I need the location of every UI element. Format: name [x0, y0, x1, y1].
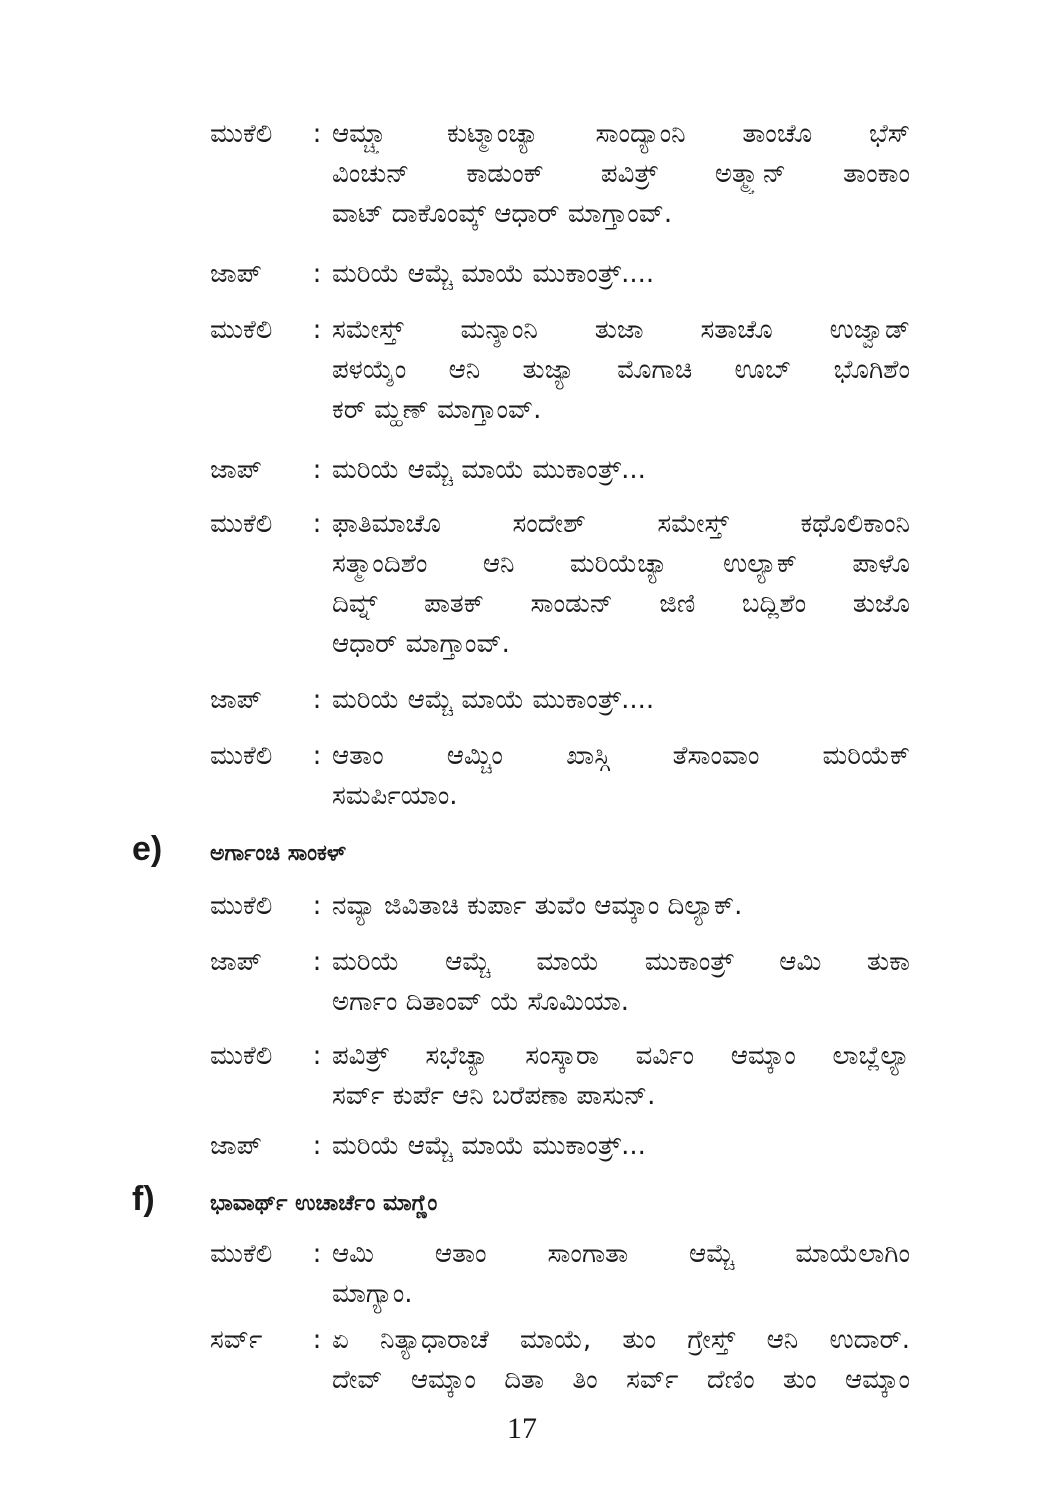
prayer-entry [210, 310, 910, 430]
prayer-entry [210, 1036, 910, 1116]
speaker-label: ಮುಕೆಲಿ [210, 315, 273, 345]
text-line: ಮರಿಯೆ ಆಮ್ಚೆ ಮಾಯೆ ಮುಕಾಂತ್ರ್.... [332, 259, 655, 289]
entry-text [332, 1036, 910, 1116]
entry-row [210, 310, 910, 430]
speaker-label: ಜಾಪ್ [210, 259, 262, 289]
colon-separator: : [312, 259, 322, 289]
colon-separator: : [312, 315, 322, 345]
entry-text [332, 504, 910, 664]
text-line: ವಾಟ್ ದಾಕೊಂವ್ಕ್ ಆಧಾರ್ ಮಾಗ್ತಾಂವ್. [332, 199, 673, 229]
colon-separator: : [312, 119, 322, 149]
entry-text [332, 886, 910, 926]
entry-text [332, 736, 910, 816]
colon-separator: : [312, 1041, 322, 1071]
colon-separator: : [312, 947, 322, 977]
text-line: ಆಧಾರ್ ಮಾಗ್ತಾಂವ್. [332, 629, 510, 659]
section-letter: f) [132, 1180, 155, 1218]
entry-row [210, 450, 910, 490]
text-line: ಆತಾಂ ಆಮ್ಚಿಂ ಖಾಸ್ಗಿ ತೆಸಾಂವಾಂ ಮರಿಯೆಕ್ [332, 741, 910, 771]
entry-text [332, 114, 910, 234]
entry-row [210, 680, 910, 720]
response-entry [210, 450, 910, 490]
response-entry [210, 942, 910, 1022]
text-line: ಫಾತಿಮಾಚೊ ಸಂದೇಶ್ ಸಮೇಸ್ತ್ ಕಥೊಲಿಕಾಂನಿ [332, 509, 910, 539]
section-title: ಅರ್ಗಾಂಚಿ ಸಾಂಕಳ್ [210, 841, 346, 866]
text-line: ಮಾಗ್ಯಾಂ. [332, 1279, 413, 1309]
all-entry [210, 1320, 910, 1400]
response-entry [210, 680, 910, 720]
speaker-label: ಸರ್ವ್ [210, 1325, 263, 1355]
text-line: ಮರಿಯೆ ಆಮ್ಚೆ ಮಾಯೆ ಮುಕಾಂತ್ರ್ ಆಮಿ ತುಕಾ [332, 947, 910, 977]
speaker-label: ಜಾಪ್ [210, 455, 262, 485]
colon-separator: : [312, 1131, 322, 1161]
entry-row [210, 1320, 910, 1400]
response-entry [210, 1126, 910, 1166]
speaker-label: ಜಾಪ್ [210, 685, 262, 715]
colon-separator: : [312, 1239, 322, 1269]
text-line: ಕರ್ ಮ್ಹಣ್ ಮಾಗ್ತಾಂವ್. [332, 395, 542, 425]
prayer-entry [210, 114, 910, 234]
colon-separator: : [312, 741, 322, 771]
entry-row [210, 1036, 910, 1116]
entry-text [332, 1234, 910, 1314]
text-line: ಆಮಿ ಆತಾಂ ಸಾಂಗಾತಾ ಆಮ್ಚೆ ಮಾಯೆಲಾಗಿಂ [332, 1239, 910, 1269]
section-letter: e) [132, 830, 163, 868]
entry-row [210, 504, 910, 664]
speaker-label: ಮುಕೆಲಿ [210, 891, 273, 921]
entry-text [332, 450, 910, 490]
speaker-label: ಜಾಪ್ [210, 947, 262, 977]
entry-row [210, 1126, 910, 1166]
text-line: ಸಮರ್ಪಿಯಾಂ. [332, 781, 458, 811]
speaker-label: ಜಾಪ್ [210, 1131, 262, 1161]
text-line: ಸರ್ವ್ ಕುರ್ಪೆ ಆನಿ ಬರೆಪಣಾ ಪಾಸುನ್. [332, 1081, 656, 1111]
entry-text [332, 254, 910, 294]
entry-row [210, 942, 910, 1022]
entry-text [332, 1126, 910, 1166]
entry-text [332, 680, 910, 720]
text-line: ದಿವ್ನ್ ಪಾತಕ್ ಸಾಂಡುನ್ ಜಿಣಿ ಬದ್ಲಿಶೆಂ ತುಜೊ [332, 589, 910, 619]
text-line: ಸತ್ಮಾಂದಿಶೆಂ ಆನಿ ಮರಿಯೆಚ್ಯಾ ಉಲ್ಯಾಕ್ ಪಾಳೊ [332, 549, 910, 579]
section-title: ಭಾವಾರ್ಥ್ ಉಚಾರ್ಚೆಂ ಮಾಗ್ಣೆಂ [210, 1191, 438, 1216]
text-line: ಮರಿಯೆ ಆಮ್ಚೆ ಮಾಯೆ ಮುಕಾಂತ್ರ್... [332, 455, 646, 485]
section-f-heading [132, 1180, 437, 1219]
prayer-entry [210, 886, 910, 926]
entry-row [210, 114, 910, 234]
speaker-label: ಮುಕೆಲಿ [210, 741, 273, 771]
entry-row [210, 1234, 910, 1314]
entry-row [210, 886, 910, 926]
text-line: ಮರಿಯೆ ಆಮ್ಚೆ ಮಾಯೆ ಮುಕಾಂತ್ರ್.... [332, 685, 655, 715]
text-line: ಏ ನಿತ್ಯಾಧಾರಾಚೆ ಮಾಯೆ, ತುಂ ಗ್ರೇಸ್ತ್ ಆನಿ ಉದಾರ್. [332, 1325, 910, 1355]
entry-row [210, 736, 910, 816]
text-line: ಪವಿತ್ರ್ ಸಭೆಚ್ಯಾ ಸಂಸ್ಕಾರಾ ವರ್ವಿಂ ಆಮ್ಕಾಂ ಲಾಬ್ಲೆಲ್ಯಾ [332, 1041, 910, 1071]
prayer-entry [210, 736, 910, 816]
text-line: ಮರಿಯೆ ಆಮ್ಚೆ ಮಾಯೆ ಮುಕಾಂತ್ರ್... [332, 1131, 646, 1161]
response-entry [210, 254, 910, 294]
colon-separator: : [312, 685, 322, 715]
page-number: 17 [507, 1412, 537, 1445]
speaker-label: ಮುಕೆಲಿ [210, 509, 273, 539]
colon-separator: : [312, 455, 322, 485]
colon-separator: : [312, 1325, 322, 1355]
colon-separator: : [312, 891, 322, 921]
text-line: ಅರ್ಗಾಂ ದಿತಾಂವ್ ಯೆ ಸೊಮಿಯಾ. [332, 987, 630, 1017]
text-line: ಪಳಯ್ಶೆಂ ಆನಿ ತುಜ್ಯಾ ಮೊಗಾಚಿ ಊಬ್ ಭೊಗಿಶೆಂ [332, 355, 910, 385]
colon-separator: : [312, 509, 322, 539]
speaker-label: ಮುಕೆಲಿ [210, 1239, 273, 1269]
entry-row [210, 254, 910, 294]
speaker-label: ಮುಕೆಲಿ [210, 1041, 273, 1071]
speaker-label: ಮುಕೆಲಿ [210, 119, 273, 149]
text-line: ಆಮ್ಚ್ಯಾ ಕುಟ್ಮಾಂಚ್ಯಾ ಸಾಂದ್ಯಾಂನಿ ತಾಂಚೊ ಭೆಸ್ [332, 119, 910, 149]
entry-text [332, 942, 910, 1022]
prayer-entry [210, 504, 910, 664]
text-line: ದೇವ್ ಆಮ್ಕಾಂ ದಿತಾ ತಿಂ ಸರ್ವ್ ದೆಣಿಂ ತುಂ ಆಮ್ಕಾಂ [332, 1365, 910, 1395]
text-line: ವಿಂಚುನ್ ಕಾಡುಂಕ್ ಪವಿತ್ರ್ ಅತ್ಮ್ಯಾನ್ ತಾಂಕಾಂ [332, 159, 910, 189]
entry-text [332, 310, 910, 430]
section-e-heading [132, 830, 346, 869]
entry-text [332, 1320, 910, 1400]
text-line: ಸಮೇಸ್ತ್ ಮನ್ಶಾಂನಿ ತುಜಾ ಸತಾಚೊ ಉಜ್ವಾಡ್ [332, 315, 910, 345]
text-line: ನವ್ಯಾ ಜಿವಿತಾಚಿ ಕುರ್ಪಾ ತುವೆಂ ಆಮ್ಕಾಂ ದಿಲ್ಯಾಕ್. [332, 891, 743, 921]
prayer-entry [210, 1234, 910, 1314]
